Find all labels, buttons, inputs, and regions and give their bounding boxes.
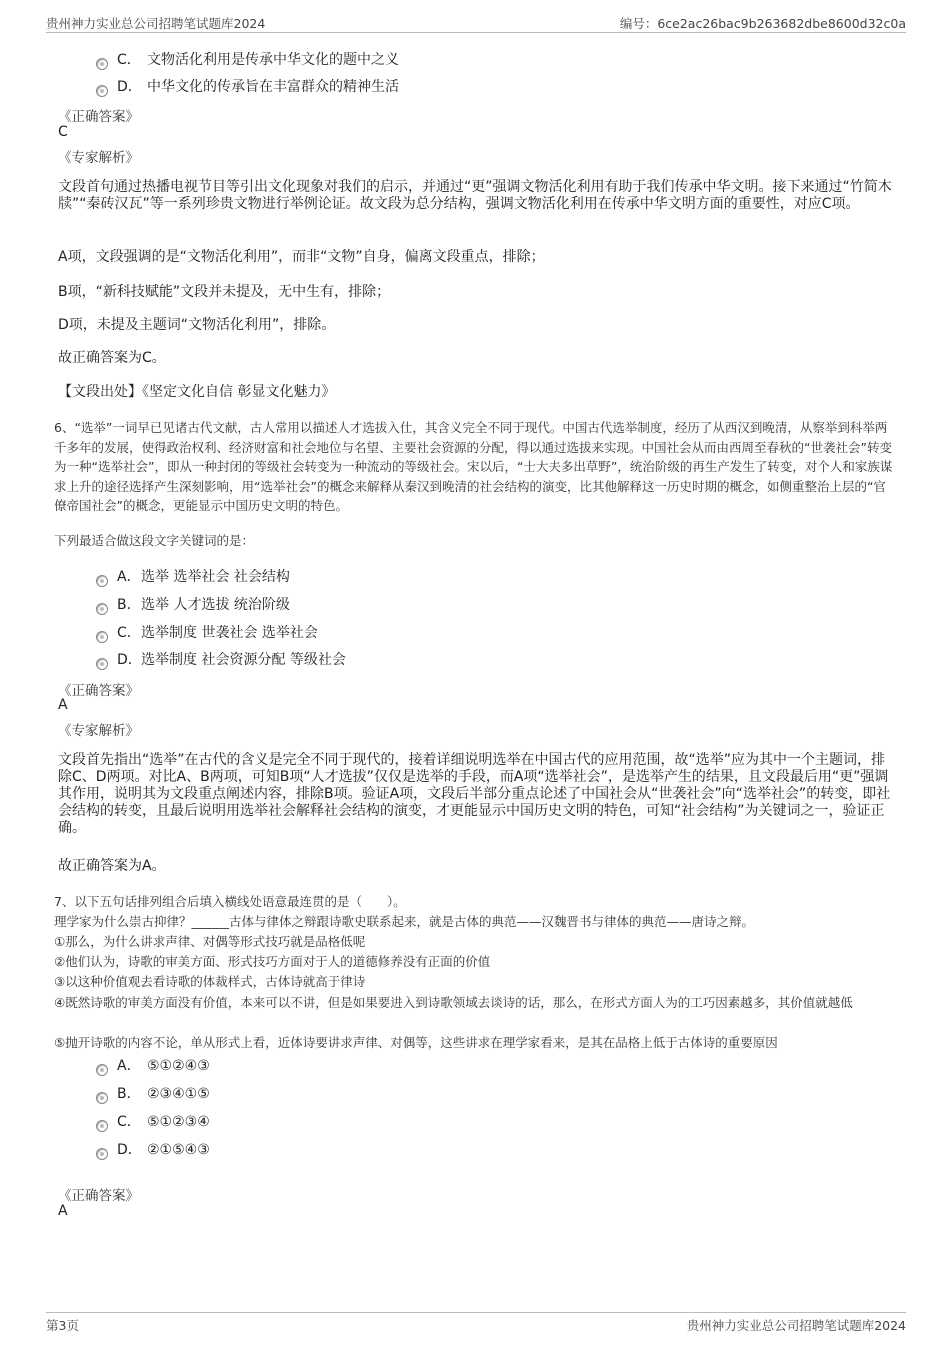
option-text: 选举 选举社会 社会结构 xyxy=(141,569,290,585)
page-header xyxy=(46,12,906,33)
q6-option-d[interactable] xyxy=(96,650,346,670)
q7-option-a[interactable] xyxy=(96,1056,210,1076)
option-letter: D． xyxy=(117,79,142,95)
option-letter: A． xyxy=(117,1058,141,1074)
option-text: 选举制度 世袭社会 选举社会 xyxy=(141,625,318,641)
footer-title: 贵州神力实业总公司招聘笔试题库2024 xyxy=(686,1318,906,1333)
q5-analysis-para-4: D项，未提及主题词“文物活化利用”，排除。 xyxy=(58,317,336,333)
q6-answer-label: 《正确答案》 xyxy=(58,683,139,699)
option-letter: C． xyxy=(117,625,141,641)
option-text: 文物活化利用是传承中华文化的题中之义 xyxy=(147,52,399,68)
q6-conclusion: 故正确答案为A。 xyxy=(58,858,166,874)
q6-answer: A xyxy=(58,697,68,713)
q5-source: 【文段出处】《坚定文化自信 彰显文化魅力》 xyxy=(58,384,336,400)
option-text: ②①⑤④③ xyxy=(147,1142,210,1158)
page-number: 第3页 xyxy=(46,1318,79,1333)
q6-option-a[interactable] xyxy=(96,567,290,587)
option-text: 中华文化的传承旨在丰富群众的精神生活 xyxy=(147,79,399,95)
q7-option-c[interactable] xyxy=(96,1112,210,1132)
radio-icon[interactable] xyxy=(96,1148,108,1160)
radio-icon[interactable] xyxy=(96,1064,108,1076)
q6-analysis-label: 《专家解析》 xyxy=(58,723,139,739)
q7-answer-label: 《正确答案》 xyxy=(58,1188,139,1204)
q7-line-0: 理学家为什么崇古抑律？______古体与律体之辩跟诗歌史联系起来，就是古体的典范——汉魏晋书与律体的典范——唐诗之辩。 xyxy=(54,914,755,929)
radio-icon[interactable] xyxy=(96,575,108,587)
option-text: ⑤①②③④ xyxy=(147,1114,210,1130)
option-text: ②③④①⑤ xyxy=(147,1086,210,1102)
option-letter: C． xyxy=(117,52,141,68)
q7-answer: A xyxy=(58,1203,68,1219)
q7-line-1: ①那么，为什么讲求声律、对偶等形式技巧就是品格低呢 xyxy=(54,934,366,949)
q5-answer-label: 《正确答案》 xyxy=(58,109,139,125)
option-letter: C． xyxy=(117,1114,141,1130)
q6-question: 下列最适合做这段文字关键词的是： xyxy=(54,533,255,548)
radio-icon[interactable] xyxy=(96,1120,108,1132)
option-text: 选举制度 社会资源分配 等级社会 xyxy=(141,652,346,668)
option-text: 选举 人才选拔 统治阶级 xyxy=(141,597,290,613)
radio-icon[interactable] xyxy=(96,658,108,670)
q6-stem: 6、“选举”一词早已见诸古代文献，古人常用以描述人才选拔入仕，其含义完全不同于现代。中国古代选举制度，经历了从西汉到晚清，从察举到科举两千多年的发展，使得政治权利、经济财富和社会地位与名望、主要社会资源的分配，得以通过选拔来实现。中国社会从而由西周至春秋的“世袭社会”转变为一种“选举社会”，即从一种封闭的等级社会转变为一种流动的等级社会。宋以后，“士大夫多出草野”，统治阶级的再生产发生了转变，对个人和家族谋求上升的途径选择产生深刻影响，用“选举社会”的概念来解释从秦汉到晚清的社会结构的演变，比其他解释这一历史时期的概念，如侧重整治上层的“官僚帝国社会”的概念，更能显示中国历史文明的特色。 xyxy=(54,420,893,513)
q6-option-b[interactable] xyxy=(96,595,290,615)
q7-line-2: ②他们认为，诗歌的审美方面、形式技巧方面对于人的道德修养没有正面的价值 xyxy=(54,954,491,969)
option-letter: B． xyxy=(117,597,141,613)
header-title: 贵州神力实业总公司招聘笔试题库2024 xyxy=(46,16,266,31)
option-letter: A． xyxy=(117,569,141,585)
radio-icon[interactable] xyxy=(96,631,108,643)
option-letter: D． xyxy=(117,652,142,668)
q5-conclusion: 故正确答案为C。 xyxy=(58,350,166,366)
q5-analysis-para-3: B项，“新科技赋能”文段并未提及，无中生有，排除； xyxy=(58,284,391,300)
option-letter: B． xyxy=(117,1086,141,1102)
q5-analysis-label: 《专家解析》 xyxy=(58,150,139,166)
q7-line-3: ③以这种价值观去看诗歌的体裁样式，古体诗就高于律诗 xyxy=(54,974,366,989)
q7-line-5: ⑤抛开诗歌的内容不论，单从形式上看，近体诗要讲求声律、对偶等，这些讲求在理学家看来，是其在品格上低于古体诗的重要原因 xyxy=(54,1035,778,1050)
header-serial: 编号：6ce2ac26bac9b263682dbe8600d32c0a xyxy=(619,16,906,31)
radio-icon[interactable] xyxy=(96,1092,108,1104)
q5-analysis-para-2: A项，文段强调的是“文物活化利用”，而非“文物”自身，偏离文段重点，排除； xyxy=(58,249,545,265)
radio-icon[interactable] xyxy=(96,58,108,70)
q7-stem: 7、以下五句话排列组合后填入横线处语意最连贯的是（ ）。 xyxy=(54,894,406,909)
q6-analysis-para-1: 文段首先指出“选举”在古代的含义是完全不同于现代的，接着详细说明选举在中国古代的应用范围，故“选举”应为其中一个主题词，排除C、D两项。对比A、B两项，可知B项“人才选拔”仅仅是选举的手段，而A项“选举社会”，是选举产生的结果，且文段最后用“更”强调其作用，说明其为文段重点阐述内容，排除B项。验证A项，文段后半部分重点论述了中国社会从“世袭社会”向“选举社会”的转变，即社会结构的转变，且最后说明用选举社会解释社会结构的演变，才更能显示中国历史文明的特色，可知“社会结构”为关键词之一，验证正确。 xyxy=(58,752,891,836)
page-footer xyxy=(46,1312,906,1335)
q5-answer: C xyxy=(58,124,68,140)
q5-option-c[interactable] xyxy=(96,50,399,70)
q7-line-4: ④既然诗歌的审美方面没有价值，本来可以不讲，但是如果要进入到诗歌领域去谈诗的话，那么，在形式方面人为的工巧因素越多，其价值就越低 xyxy=(54,995,853,1010)
radio-icon[interactable] xyxy=(96,603,108,615)
q7-option-d[interactable] xyxy=(96,1140,210,1160)
option-text: ⑤①②④③ xyxy=(147,1058,210,1074)
option-letter: D． xyxy=(117,1142,142,1158)
q7-option-b[interactable] xyxy=(96,1084,210,1104)
q6-option-c[interactable] xyxy=(96,623,318,643)
radio-icon[interactable] xyxy=(96,85,108,97)
q5-option-d[interactable] xyxy=(96,77,399,97)
q5-analysis-para-1: 文段首句通过热播电视节目等引出文化现象对我们的启示，并通过“更”强调文物活化利用有助于我们传承中华文明。接下来通过“竹简木牍”“秦砖汉瓦”等一系列珍贵文物进行举例论证。故文段为总分结构，强调文物活化利用在传承中华文明方面的重要性，对应C项。 xyxy=(58,179,892,212)
